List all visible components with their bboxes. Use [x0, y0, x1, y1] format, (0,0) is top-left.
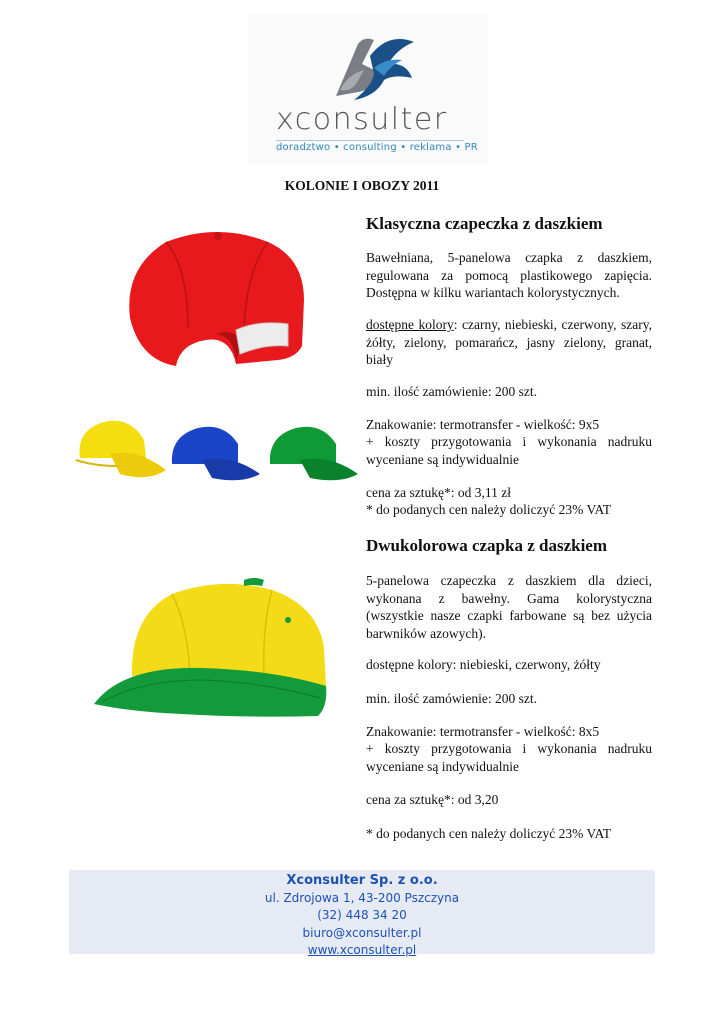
- product1-colors-value: : czarny, niebieski, czerwony, szary, żółty, zielony, pomarańcz, jasny zielony, granat, biały: [366, 317, 652, 367]
- blue-cap-image: [168, 424, 262, 486]
- product1-description: Bawełniana, 5-panelowa czapka z daszkiem, regulowana za pomocą plastikowego zapięcia. Dostępna w kilku wariantach kolorystycznych.: [366, 250, 652, 300]
- footer-address: ul. Zdrojowa 1, 43-200 Pszczyna: [264, 890, 460, 905]
- logo-wordmark: xconsulter: [276, 102, 448, 137]
- product1-min-order: min. ilość zamówienie: 200 szt.: [366, 384, 537, 399]
- red-cap-image: [118, 228, 308, 378]
- product2-colors: dostępne kolory: niebieski, czerwony, żółty: [366, 657, 601, 672]
- product2-min-order: min. ilość zamówienie: 200 szt.: [366, 691, 537, 706]
- product2-title: Dwukolorowa czapka z daszkiem: [366, 536, 607, 555]
- product1-colors-label: dostępne kolory: [366, 317, 454, 332]
- logo-mark-icon: [328, 34, 418, 104]
- logo-divider: [276, 140, 464, 141]
- two-color-cap-image: [92, 576, 332, 736]
- footer-email[interactable]: biuro@xconsulter.pl: [302, 925, 422, 940]
- product1-marking: Znakowanie: termotransfer - wielkość: 9x5: [366, 417, 600, 432]
- product1-vat-note: * do podanych cen należy doliczyć 23% VAT: [366, 502, 612, 517]
- product2-marking: Znakowanie: termotransfer - wielkość: 8x5: [366, 724, 600, 739]
- footer-phone: (32) 448 34 20: [317, 908, 407, 922]
- product1-marking-note: + koszty przygotowania i wykonania nadruku wyceniane są indywidualnie: [366, 434, 652, 467]
- page-heading: KOLONIE I OBOZY 2011: [284, 178, 440, 193]
- product2-price: cena za sztukę*: od 3,20: [366, 792, 499, 807]
- logo-tagline: doradztwo • consulting • reklama • PR: [276, 142, 478, 153]
- footer-company-name: Xconsulter Sp. z o.o.: [286, 873, 438, 888]
- product2-vat-note: * do podanych cen należy doliczyć 23% VAT: [366, 826, 612, 841]
- product1-title: Klasyczna czapeczka z daszkiem: [366, 214, 603, 233]
- product2-marking-note: + koszty przygotowania i wykonania nadruku wyceniane są indywidualnie: [366, 741, 652, 774]
- yellow-cap-image: [74, 418, 168, 484]
- product2-description: 5-panelowa czapeczka z daszkiem dla dzieci, wykonana z bawełny. Gama kolorystyczna (wszystkie nasze czapki farbowane są bez użycia barwników azowych).: [366, 573, 652, 641]
- green-cap-image: [266, 424, 360, 486]
- company-logo: [248, 14, 488, 164]
- footer-website-link[interactable]: www.xconsulter.pl: [307, 943, 417, 957]
- product1-colors: [366, 316, 652, 369]
- footer-contact: [69, 870, 655, 957]
- product1-price: cena za sztukę*: od 3,11 zł: [366, 485, 511, 500]
